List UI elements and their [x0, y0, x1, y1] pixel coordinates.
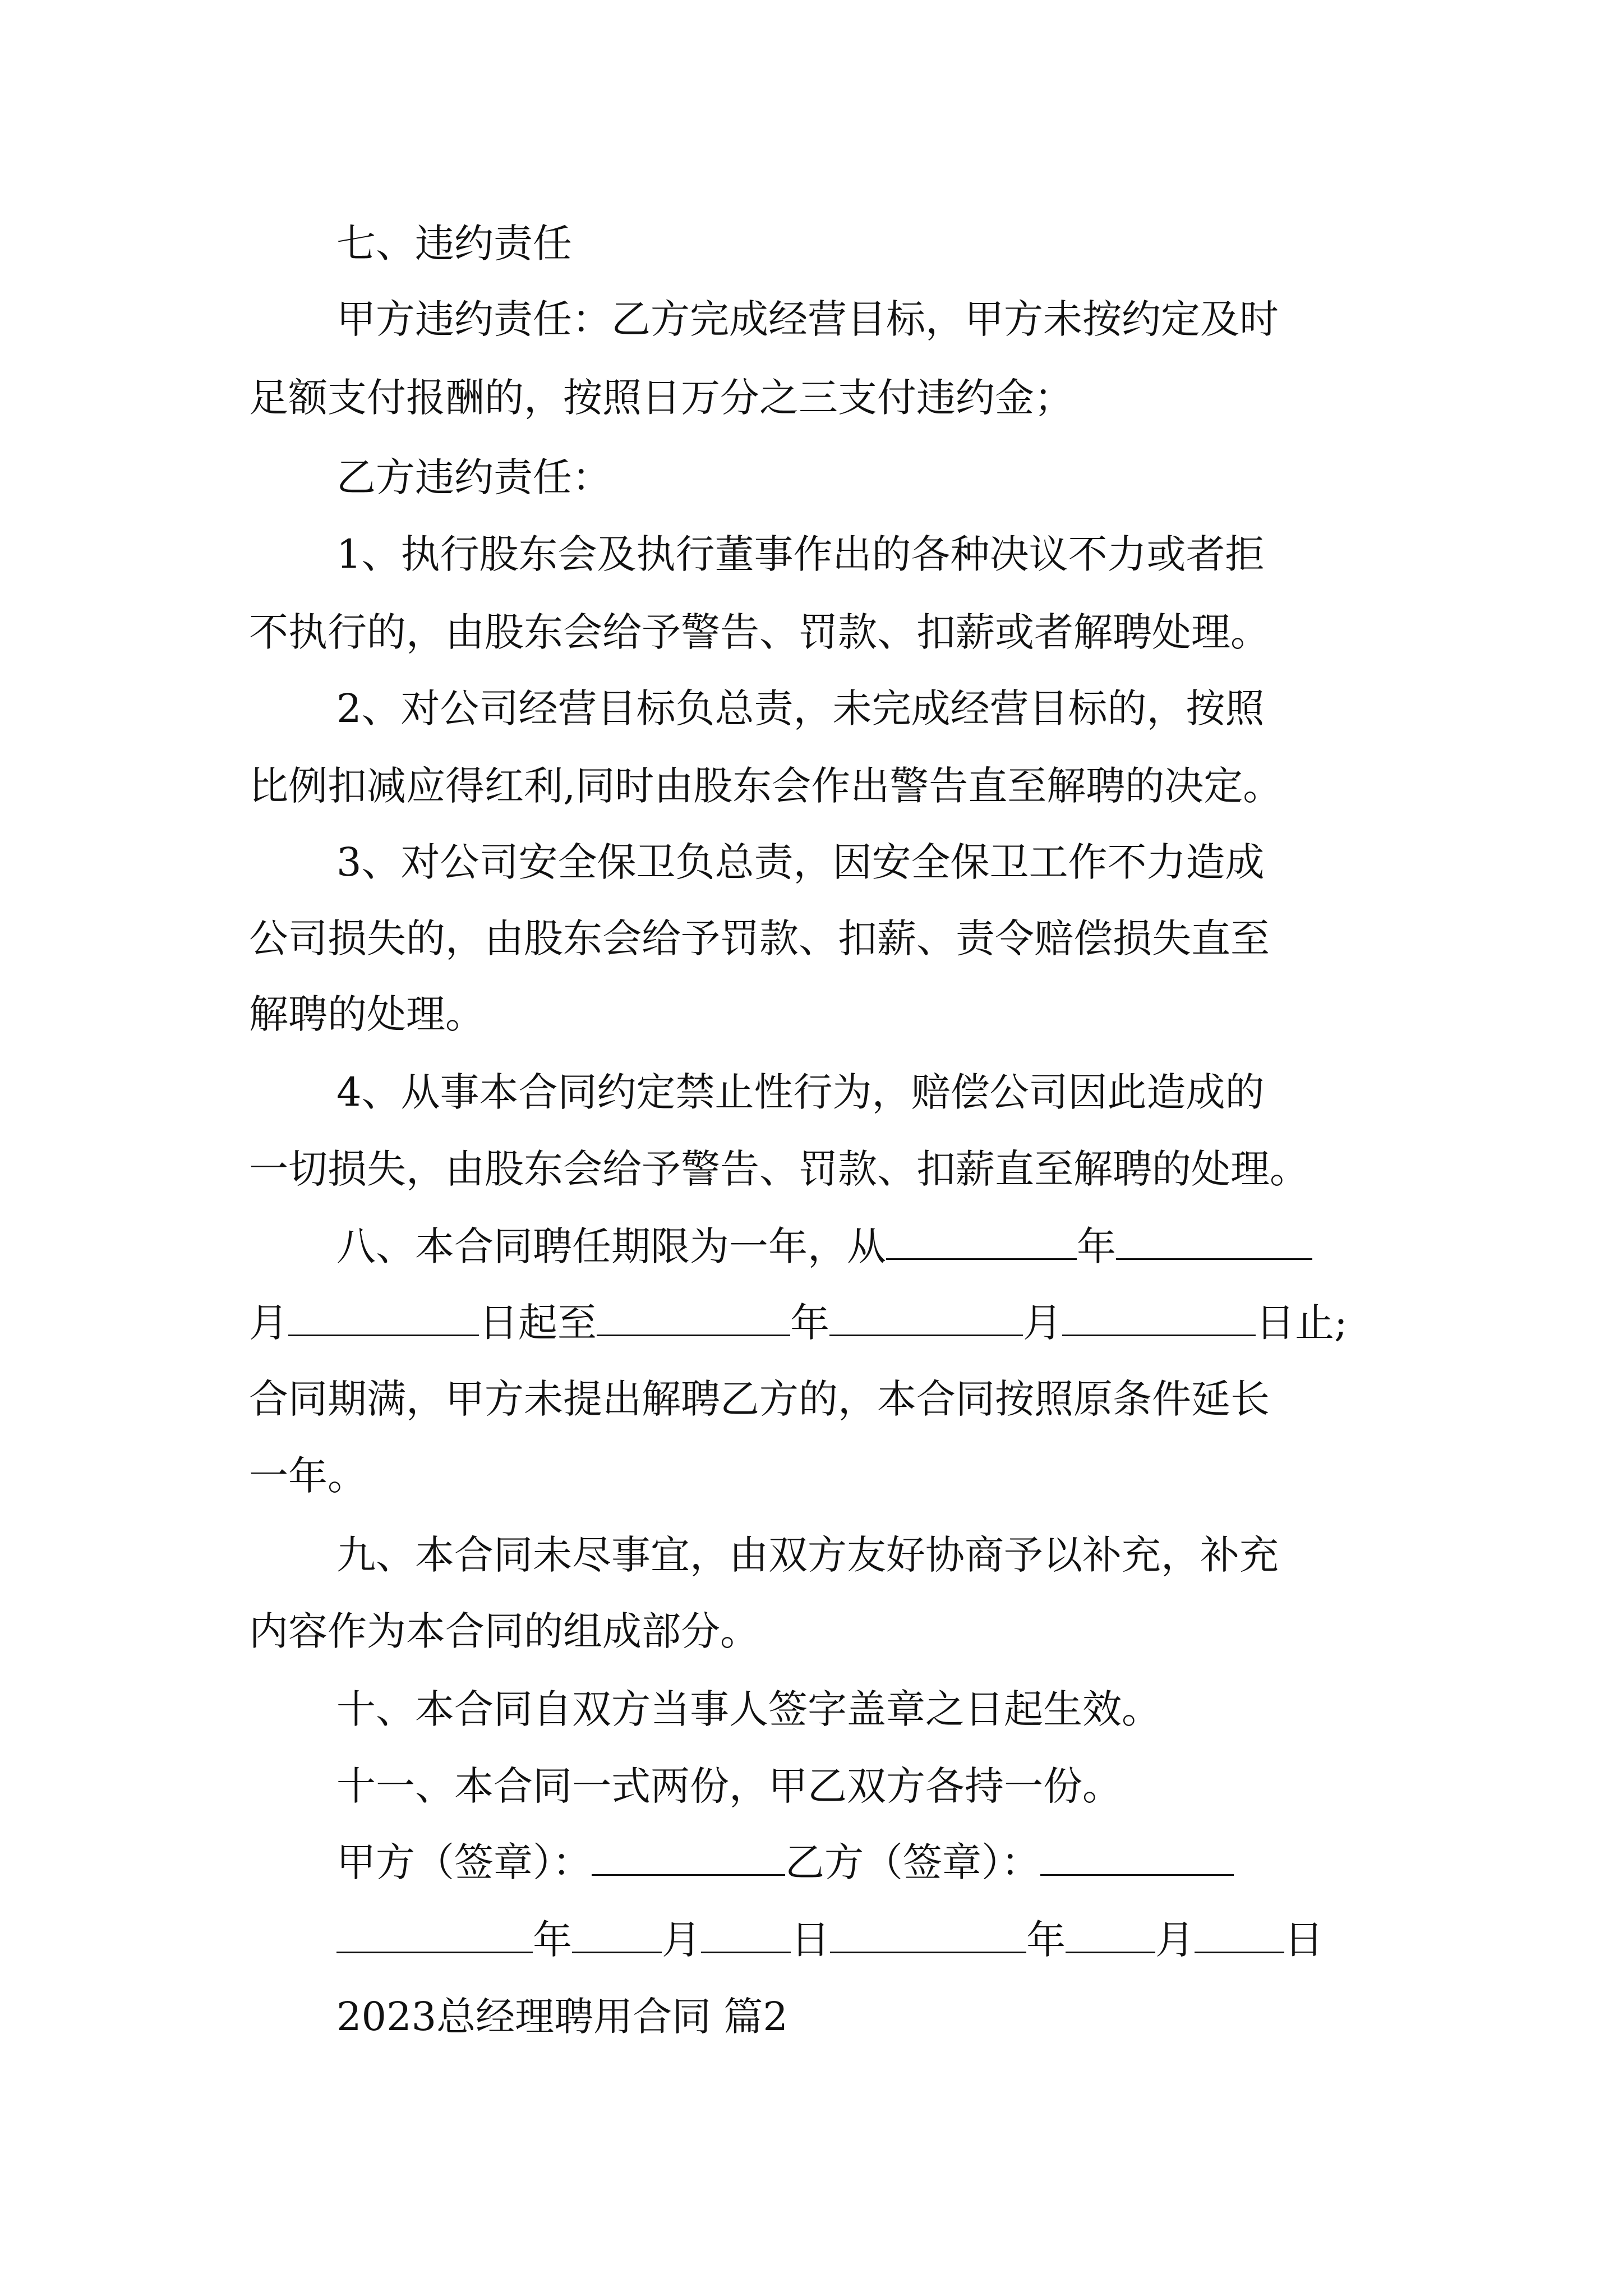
paragraph-line: 甲方违约责任：乙方完成经营目标，甲方未按约定及时 — [336, 296, 1279, 342]
section-heading: 七、违约责任 — [336, 220, 572, 266]
day-label: 日 — [791, 1917, 830, 1963]
fill-blank — [572, 1917, 662, 1953]
fill-blank — [1116, 1223, 1312, 1260]
year-label: 年 — [790, 1300, 829, 1346]
paragraph-line: 十、本合同自双方当事人签字盖章之日起生效。 — [336, 1686, 1161, 1732]
paragraph-line: 2、对公司经营目标负总责，未完成经营目标的，按照 — [336, 685, 1265, 731]
paragraph-line: 十一、本合同一式两份，甲乙双方各持一份。 — [336, 1763, 1122, 1809]
signature-blank — [592, 1839, 785, 1876]
fill-blank — [886, 1223, 1077, 1260]
paragraph-line: 公司损失的，由股东会给予罚款、扣薪、责令赔偿损失直至 — [249, 915, 1270, 961]
paragraph-line: 不执行的，由股东会给予警告、罚款、扣薪或者解聘处理。 — [249, 609, 1270, 655]
paragraph-line: 九、本合同未尽事宜，由双方友好协商予以补充，补充 — [336, 1532, 1279, 1578]
paragraph-line: 比例扣减应得红利,同时由股东会作出警告直至解聘的决定。 — [249, 763, 1283, 809]
paragraph-line: 乙方违约责任： — [336, 454, 611, 500]
date-line — [336, 1906, 1387, 1973]
fill-blank — [829, 1300, 1023, 1336]
signature-line — [336, 1829, 1387, 1896]
fill-blank — [830, 1917, 1026, 1953]
fill-blank — [1066, 1917, 1155, 1953]
term-prefix: 八、本合同聘任期限为一年，从 — [336, 1223, 886, 1269]
fill-blank — [701, 1917, 791, 1953]
fill-blank — [1195, 1917, 1284, 1953]
fill-blank — [597, 1300, 790, 1336]
next-section-title: 2023总经理聘用合同 篇2 — [336, 1994, 788, 2040]
paragraph-line: 足额支付报酬的，按照日万分之三支付违约金； — [249, 375, 1073, 421]
paragraph-line: 解聘的处理。 — [249, 991, 485, 1037]
term-line — [336, 1213, 1387, 1280]
month-label: 月 — [249, 1300, 288, 1346]
month-label: 月 — [662, 1917, 701, 1963]
paragraph-line: 1、执行股东会及执行董事作出的各种决议不力或者拒 — [336, 531, 1265, 577]
fill-blank — [1062, 1300, 1256, 1336]
paragraph-line: 合同期满，甲方未提出解聘乙方的，本合同按照原条件延长 — [249, 1376, 1270, 1422]
signature-blank — [1040, 1839, 1234, 1876]
year-label: 年 — [1077, 1223, 1116, 1269]
party-a-sign-label: 甲方（签章）： — [336, 1839, 592, 1885]
day-label: 日 — [1284, 1917, 1324, 1963]
paragraph-line: 一年。 — [249, 1453, 367, 1499]
paragraph-line: 3、对公司安全保卫负总责，因安全保卫工作不力造成 — [336, 839, 1265, 885]
month-label: 月 — [1023, 1300, 1062, 1346]
month-label: 月 — [1155, 1917, 1195, 1963]
year-label: 年 — [533, 1917, 572, 1963]
fill-blank — [288, 1300, 479, 1336]
term-line — [249, 1289, 1387, 1356]
fill-blank — [336, 1917, 533, 1953]
day-from-label: 日起至 — [479, 1300, 597, 1346]
year-label: 年 — [1026, 1917, 1066, 1963]
paragraph-line: 4、从事本合同约定禁止性行为，赔偿公司因此造成的 — [336, 1069, 1265, 1115]
end-label: 日止; — [1256, 1300, 1348, 1346]
party-b-sign-label: 乙方（签章）： — [785, 1839, 1040, 1885]
paragraph-line: 一切损失，由股东会给予警告、罚款、扣薪直至解聘的处理。 — [249, 1146, 1309, 1192]
paragraph-line: 内容作为本合同的组成部分。 — [249, 1608, 759, 1654]
